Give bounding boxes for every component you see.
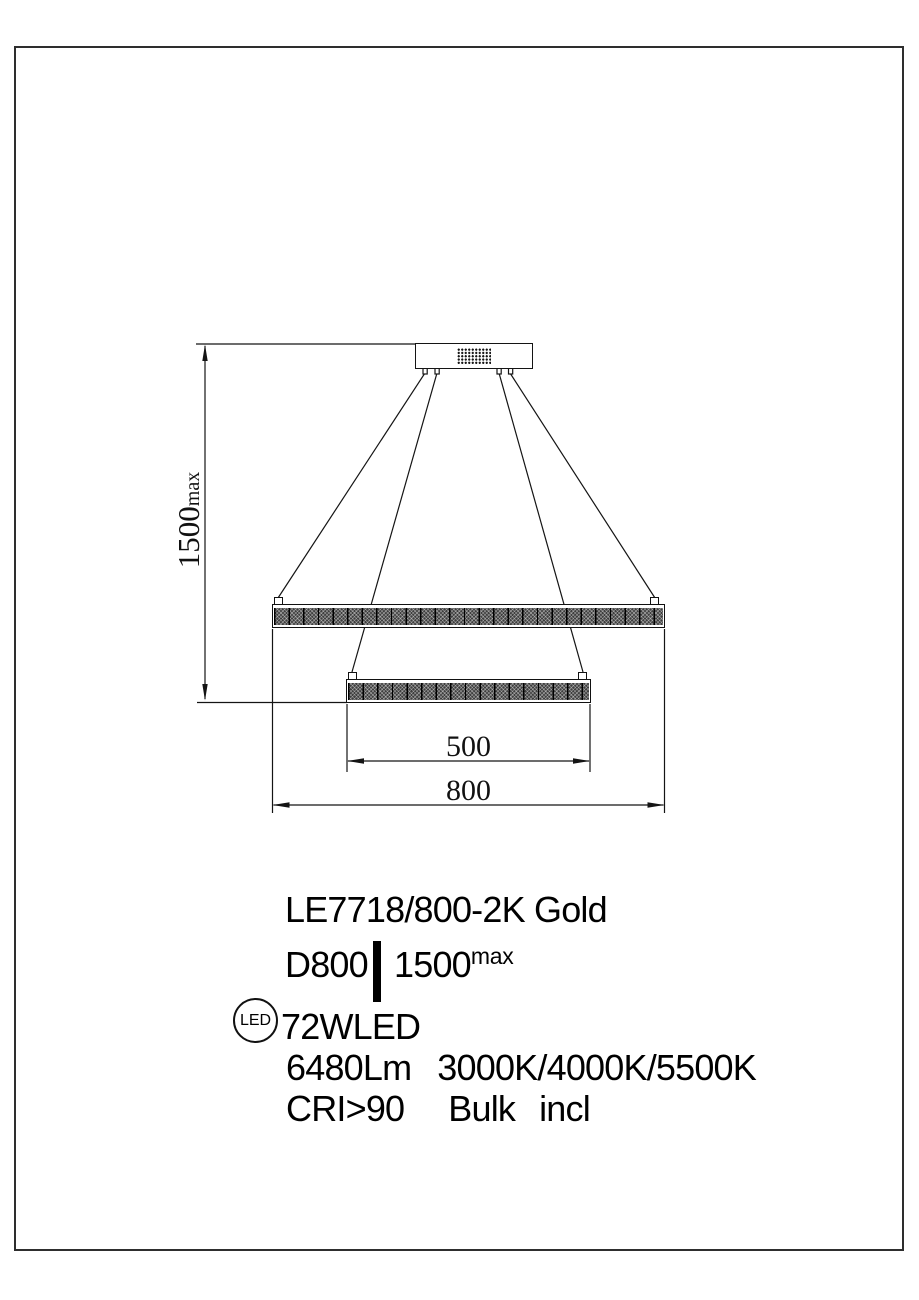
- spec-divider-bar: [373, 941, 381, 1002]
- outer-ring-crystal-hatch: [274, 608, 664, 626]
- product-cri: CRI>90: [286, 1088, 405, 1129]
- product-color-temperatures: 3000K/4000K/5500K: [437, 1047, 756, 1088]
- dimension-800-label: 800: [446, 774, 491, 807]
- inner-ring-crystal-hatch: [348, 683, 589, 701]
- dimension-height-suffix: max: [182, 471, 204, 507]
- inner-ring-connector-left: [348, 672, 358, 680]
- cable-outer-right: [510, 373, 655, 598]
- inner-ring-connector-right: [578, 672, 588, 680]
- cable-outer-left: [278, 373, 425, 598]
- inner-ring-bar: [346, 679, 591, 703]
- led-badge: [233, 998, 278, 1043]
- product-lumens: 6480Lm: [286, 1047, 412, 1088]
- dimension-500-label: 500: [446, 730, 491, 763]
- product-model: LE7718/800-2K Gold: [285, 889, 607, 930]
- canopy-vent-dots: [457, 348, 491, 364]
- product-cri-bulb-line: [286, 1090, 590, 1166]
- product-bulb-word1: Bulk: [448, 1088, 516, 1129]
- arrow-height-bottom: [202, 684, 207, 701]
- outer-ring-connector-right: [650, 597, 660, 605]
- outer-ring-connector-left: [274, 597, 284, 605]
- outer-ring-bar: [272, 604, 666, 628]
- product-wattage: 72WLED: [281, 1006, 421, 1047]
- dimension-height-value: 1500: [171, 506, 206, 569]
- arrow-height-top: [202, 345, 207, 362]
- suspension-suffix: max: [470, 943, 514, 969]
- product-diameter: D800: [285, 944, 368, 985]
- ceiling-canopy: [415, 343, 533, 369]
- suspension-value: 1500: [394, 944, 471, 985]
- led-badge-label: LED: [239, 1011, 272, 1029]
- product-bulb-word2: incl: [539, 1088, 590, 1129]
- dimension-height-label: [171, 420, 206, 620]
